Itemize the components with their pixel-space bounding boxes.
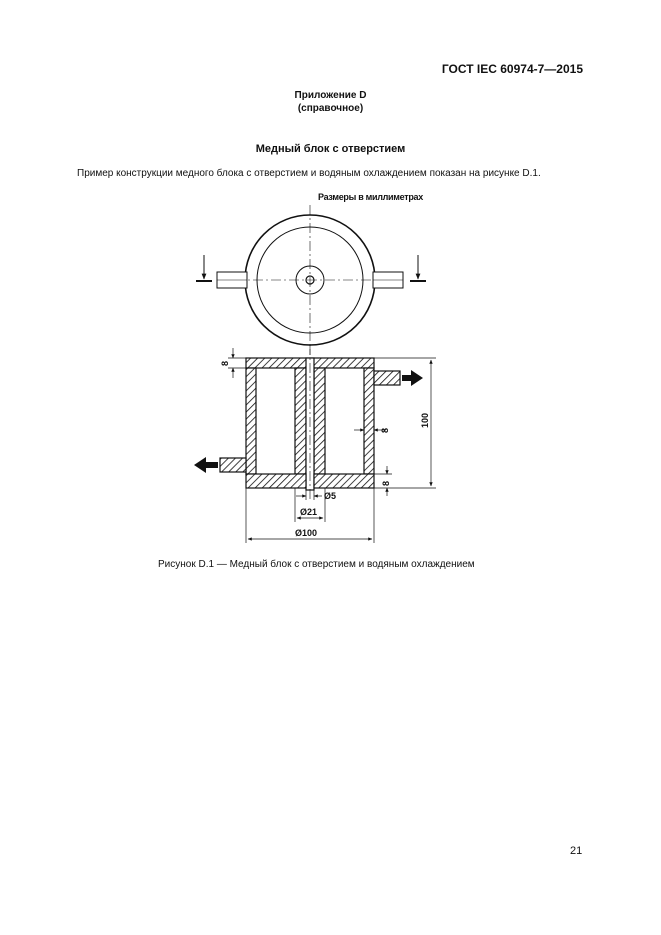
dim-top-thickness: 8 [220,360,230,366]
dim-bottom: 8 [381,480,391,486]
intro-paragraph: Пример конструкции медного блока с отверстием и водяным охлаждением показан на рисунке D.1. [77,168,541,179]
units-note: Размеры в миллиметрах [318,192,423,202]
appendix-subtitle: (справочное) [297,103,364,114]
standard-header: ГОСТ IEC 60974-7—2015 [441,62,583,76]
dim-height: 100 [420,412,430,428]
dim-hole: Ø5 [324,491,337,501]
page-number: 21 [570,845,583,857]
figure-caption: Рисунок D.1 — Медный блок с отверстием и водяным охлаждением [158,559,475,570]
dim-tube: Ø21 [300,507,318,517]
dim-wall: 8 [380,427,390,433]
dim-outer: Ø100 [295,528,318,538]
appendix-title: Приложение D [294,90,367,101]
top-view [196,205,426,355]
section-title: Медный блок с отверстием [255,143,406,155]
